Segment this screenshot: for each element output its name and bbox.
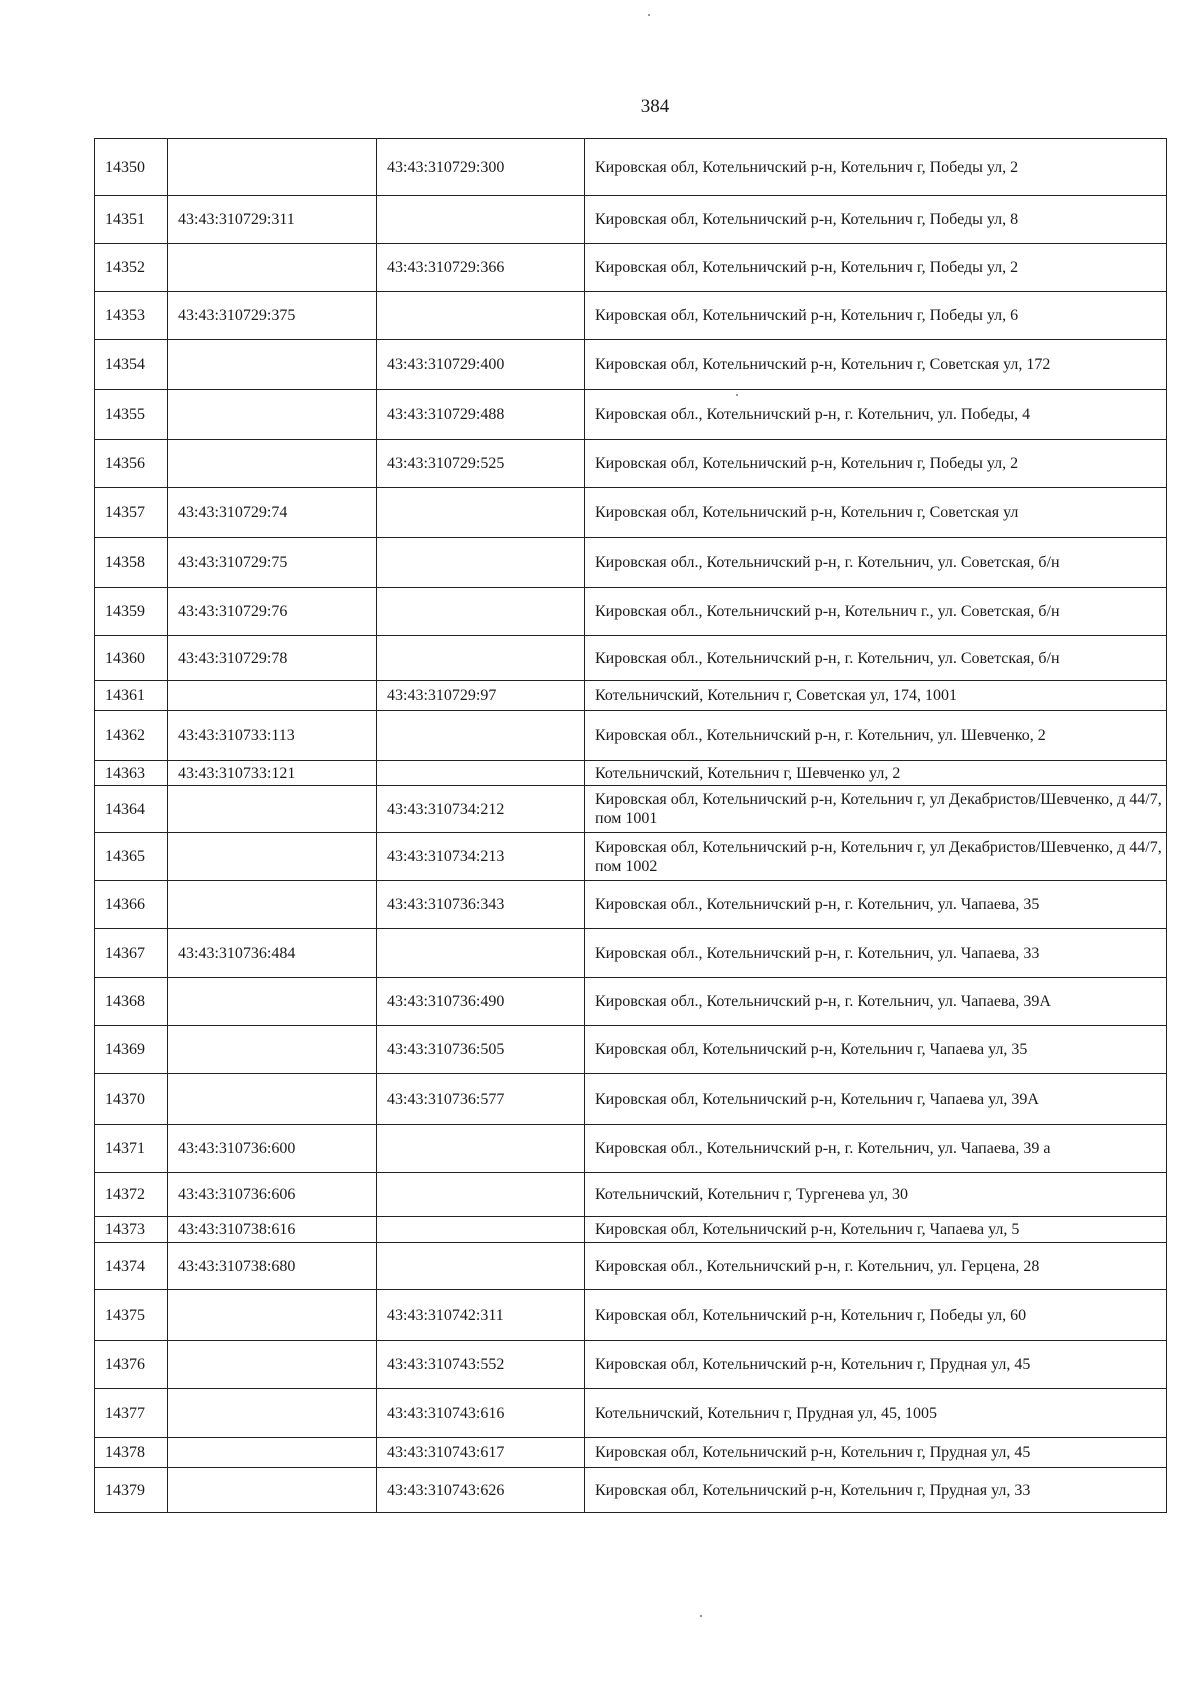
cadastral-number-cell: 43:43:310738:680: [168, 1243, 377, 1290]
address-cell: Кировская обл., Котельничский р-н, г. Котельнич, ул. Герцена, 28: [585, 1243, 1167, 1290]
scan-speck: [736, 394, 738, 396]
address-cell: Кировская обл., Котельничский р-н, г. Котельнич, ул. Победы, 4: [585, 390, 1167, 440]
table-row: [95, 1217, 1167, 1243]
address-cell: Кировская обл., Котельничский р-н, г. Котельнич, ул. Чапаева, 39А: [585, 978, 1167, 1026]
row-number-cell: 14366: [95, 881, 168, 929]
cadastral-number-alt-cell: 43:43:310729:97: [377, 681, 585, 711]
cadastral-number-cell: 43:43:310729:76: [168, 588, 377, 636]
table-row: [95, 881, 1167, 929]
row-number-cell: 14351: [95, 196, 168, 244]
cadastral-number-cell: 43:43:310729:311: [168, 196, 377, 244]
address-cell: Кировская обл., Котельничский р-н, г. Котельнич, ул. Чапаева, 35: [585, 881, 1167, 929]
address-cell: Кировская обл, Котельничский р-н, Котельнич г, Победы ул, 2: [585, 440, 1167, 488]
cadastral-number-cell: [168, 881, 377, 929]
cadastral-number-alt-cell: 43:43:310736:505: [377, 1026, 585, 1074]
table-row: [95, 139, 1167, 196]
address-cell: Кировская обл, Котельничский р-н, Котельнич г, ул Декабристов/Шевченко, д 44/7, пом 1002: [585, 833, 1167, 881]
row-number-cell: 14358: [95, 538, 168, 588]
cadastral-number-cell: [168, 244, 377, 292]
table-row: [95, 1468, 1167, 1513]
address-cell: Кировская обл, Котельничский р-н, Котельнич г, Чапаева ул, 39А: [585, 1074, 1167, 1125]
cadastral-number-alt-cell: 43:43:310736:343: [377, 881, 585, 929]
cadastral-number-alt-cell: 43:43:310729:525: [377, 440, 585, 488]
cadastral-number-alt-cell: [377, 1217, 585, 1243]
table-row: [95, 244, 1167, 292]
row-number-cell: 14369: [95, 1026, 168, 1074]
address-cell: Кировская обл., Котельничский р-н, Котельнич г., ул. Советская, б/н: [585, 588, 1167, 636]
row-number-cell: 14356: [95, 440, 168, 488]
cadastral-number-alt-cell: 43:43:310734:213: [377, 833, 585, 881]
table-row: [95, 1290, 1167, 1341]
table-row: [95, 488, 1167, 538]
table-row: [95, 1389, 1167, 1438]
registry-table: [94, 138, 1167, 1513]
row-number-cell: 14355: [95, 390, 168, 440]
table-row: [95, 1173, 1167, 1217]
row-number-cell: 14372: [95, 1173, 168, 1217]
address-cell: Кировская обл., Котельничский р-н, г. Котельнич, ул. Чапаева, 39 а: [585, 1125, 1167, 1173]
cadastral-number-cell: 43:43:310738:616: [168, 1217, 377, 1243]
table-row: [95, 978, 1167, 1026]
cadastral-number-cell: [168, 978, 377, 1026]
row-number-cell: 14379: [95, 1468, 168, 1513]
address-cell: Кировская обл, Котельничский р-н, Котельнич г, Прудная ул, 45: [585, 1438, 1167, 1468]
cadastral-number-alt-cell: 43:43:310743:617: [377, 1438, 585, 1468]
address-cell: Кировская обл, Котельничский р-н, Котельнич г, Прудная ул, 45: [585, 1341, 1167, 1389]
table-row: [95, 440, 1167, 488]
cadastral-number-cell: [168, 1389, 377, 1438]
row-number-cell: 14357: [95, 488, 168, 538]
table-row: [95, 292, 1167, 340]
registry-table-body: [95, 139, 1167, 1513]
table-row: [95, 786, 1167, 833]
address-cell: Кировская обл, Котельничский р-н, Котельнич г, Победы ул, 6: [585, 292, 1167, 340]
table-row: [95, 681, 1167, 711]
cadastral-number-alt-cell: 43:43:310743:552: [377, 1341, 585, 1389]
cadastral-number-cell: [168, 1290, 377, 1341]
address-cell: Кировская обл, Котельничский р-н, Котельнич г, Советская ул: [585, 488, 1167, 538]
table-row: [95, 1074, 1167, 1125]
cadastral-number-cell: 43:43:310729:74: [168, 488, 377, 538]
row-number-cell: 14377: [95, 1389, 168, 1438]
cadastral-number-cell: [168, 1468, 377, 1513]
table-row: [95, 761, 1167, 786]
row-number-cell: 14376: [95, 1341, 168, 1389]
table-row: [95, 1438, 1167, 1468]
cadastral-number-alt-cell: 43:43:310736:577: [377, 1074, 585, 1125]
row-number-cell: 14359: [95, 588, 168, 636]
cadastral-number-alt-cell: [377, 488, 585, 538]
cadastral-number-cell: 43:43:310729:75: [168, 538, 377, 588]
address-cell: Котельничский, Котельнич г, Советская ул, 174, 1001: [585, 681, 1167, 711]
address-cell: Кировская обл, Котельничский р-н, Котельнич г, Прудная ул, 33: [585, 1468, 1167, 1513]
cadastral-number-cell: [168, 833, 377, 881]
cadastral-number-cell: [168, 340, 377, 390]
cadastral-number-alt-cell: 43:43:310736:490: [377, 978, 585, 1026]
cadastral-number-cell: [168, 786, 377, 833]
table-row: [95, 929, 1167, 978]
scan-speck: [648, 14, 650, 16]
table-row: [95, 538, 1167, 588]
cadastral-number-cell: [168, 1438, 377, 1468]
table-row: [95, 1341, 1167, 1389]
row-number-cell: 14364: [95, 786, 168, 833]
row-number-cell: 14374: [95, 1243, 168, 1290]
scan-speck: [700, 1615, 702, 1617]
table-row: [95, 1026, 1167, 1074]
table-row: [95, 196, 1167, 244]
cadastral-number-cell: 43:43:310729:78: [168, 636, 377, 681]
row-number-cell: 14352: [95, 244, 168, 292]
row-number-cell: 14362: [95, 711, 168, 761]
row-number-cell: 14378: [95, 1438, 168, 1468]
table-row: [95, 390, 1167, 440]
cadastral-number-alt-cell: 43:43:310743:626: [377, 1468, 585, 1513]
cadastral-number-cell: [168, 681, 377, 711]
row-number-cell: 14368: [95, 978, 168, 1026]
cadastral-number-alt-cell: [377, 292, 585, 340]
address-cell: Кировская обл, Котельничский р-н, Котельнич г, Чапаева ул, 35: [585, 1026, 1167, 1074]
address-cell: Котельничский, Котельнич г, Прудная ул, 45, 1005: [585, 1389, 1167, 1438]
cadastral-number-alt-cell: 43:43:310729:488: [377, 390, 585, 440]
cadastral-number-cell: [168, 1026, 377, 1074]
address-cell: Кировская обл, Котельничский р-н, Котельнич г, Победы ул, 8: [585, 196, 1167, 244]
cadastral-number-cell: [168, 440, 377, 488]
cadastral-number-alt-cell: [377, 1125, 585, 1173]
row-number-cell: 14350: [95, 139, 168, 196]
row-number-cell: 14370: [95, 1074, 168, 1125]
cadastral-number-alt-cell: [377, 196, 585, 244]
row-number-cell: 14367: [95, 929, 168, 978]
cadastral-number-cell: [168, 1341, 377, 1389]
cadastral-number-alt-cell: 43:43:310729:300: [377, 139, 585, 196]
row-number-cell: 14365: [95, 833, 168, 881]
cadastral-number-alt-cell: [377, 929, 585, 978]
row-number-cell: 14371: [95, 1125, 168, 1173]
page-number: 384: [640, 96, 670, 117]
cadastral-number-cell: 43:43:310736:484: [168, 929, 377, 978]
row-number-cell: 14354: [95, 340, 168, 390]
cadastral-number-alt-cell: [377, 588, 585, 636]
cadastral-number-cell: 43:43:310733:121: [168, 761, 377, 786]
row-number-cell: 14373: [95, 1217, 168, 1243]
cadastral-number-cell: [168, 1074, 377, 1125]
cadastral-number-cell: 43:43:310729:375: [168, 292, 377, 340]
cadastral-number-alt-cell: 43:43:310742:311: [377, 1290, 585, 1341]
row-number-cell: 14363: [95, 761, 168, 786]
row-number-cell: 14375: [95, 1290, 168, 1341]
cadastral-number-cell: [168, 139, 377, 196]
table-row: [95, 1243, 1167, 1290]
cadastral-number-alt-cell: [377, 761, 585, 786]
cadastral-number-cell: [168, 390, 377, 440]
address-cell: Кировская обл, Котельничский р-н, Котельнич г, Чапаева ул, 5: [585, 1217, 1167, 1243]
address-cell: Кировская обл., Котельничский р-н, г. Котельнич, ул. Советская, б/н: [585, 636, 1167, 681]
cadastral-number-alt-cell: 43:43:310734:212: [377, 786, 585, 833]
table-row: [95, 833, 1167, 881]
cadastral-number-alt-cell: 43:43:310729:400: [377, 340, 585, 390]
cadastral-number-alt-cell: [377, 1173, 585, 1217]
address-cell: Котельничский, Котельнич г, Тургенева ул, 30: [585, 1173, 1167, 1217]
cadastral-number-alt-cell: [377, 636, 585, 681]
row-number-cell: 14361: [95, 681, 168, 711]
address-cell: Кировская обл, Котельничский р-н, Котельнич г, Победы ул, 2: [585, 244, 1167, 292]
cadastral-number-alt-cell: 43:43:310729:366: [377, 244, 585, 292]
row-number-cell: 14360: [95, 636, 168, 681]
table-row: [95, 588, 1167, 636]
table-row: [95, 340, 1167, 390]
cadastral-number-cell: 43:43:310733:113: [168, 711, 377, 761]
row-number-cell: 14353: [95, 292, 168, 340]
cadastral-number-alt-cell: 43:43:310743:616: [377, 1389, 585, 1438]
address-cell: Кировская обл, Котельничский р-н, Котельнич г, Победы ул, 60: [585, 1290, 1167, 1341]
address-cell: Кировская обл., Котельничский р-н, г. Котельнич, ул. Шевченко, 2: [585, 711, 1167, 761]
address-cell: Кировская обл, Котельничский р-н, Котельнич г, ул Декабристов/Шевченко, д 44/7, пом 1001: [585, 786, 1167, 833]
cadastral-number-cell: 43:43:310736:606: [168, 1173, 377, 1217]
table-row: [95, 1125, 1167, 1173]
address-cell: Котельничский, Котельнич г, Шевченко ул, 2: [585, 761, 1167, 786]
cadastral-number-alt-cell: [377, 538, 585, 588]
address-cell: Кировская обл, Котельничский р-н, Котельнич г, Победы ул, 2: [585, 139, 1167, 196]
cadastral-number-cell: 43:43:310736:600: [168, 1125, 377, 1173]
table-row: [95, 636, 1167, 681]
address-cell: Кировская обл., Котельничский р-н, г. Котельнич, ул. Чапаева, 33: [585, 929, 1167, 978]
table-row: [95, 711, 1167, 761]
address-cell: Кировская обл., Котельничский р-н, г. Котельнич, ул. Советская, б/н: [585, 538, 1167, 588]
cadastral-number-alt-cell: [377, 1243, 585, 1290]
address-cell: Кировская обл, Котельничский р-н, Котельнич г, Советская ул, 172: [585, 340, 1167, 390]
cadastral-number-alt-cell: [377, 711, 585, 761]
